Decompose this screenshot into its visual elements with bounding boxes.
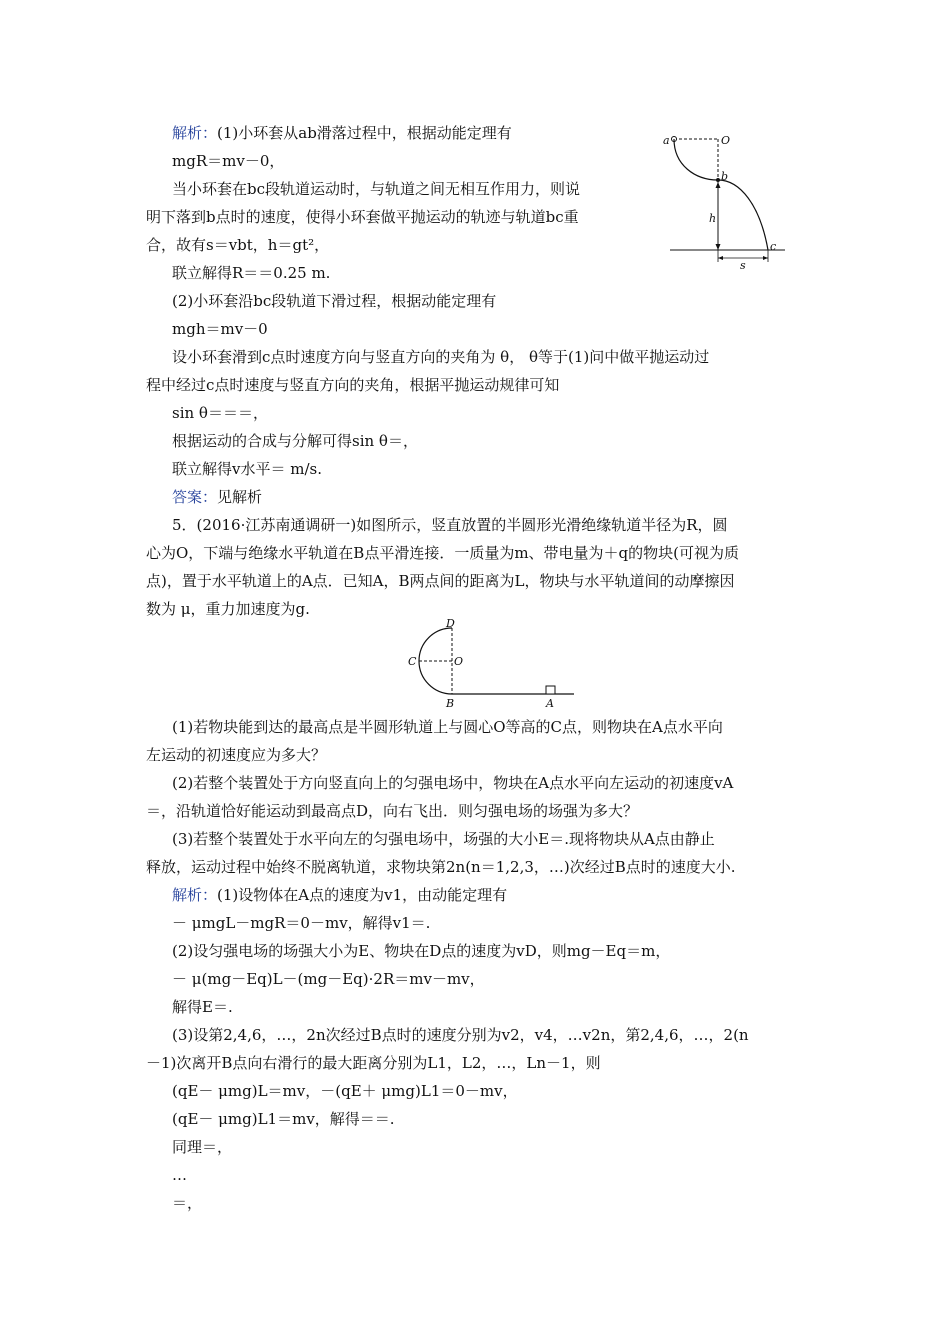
solution5-line-8: (qE－ μmg)L＝mv，－(qE＋ μmg)L1＝0－mv， — [172, 1082, 518, 1100]
solution-line-2: mgR＝mv－0， — [172, 152, 285, 170]
label-o: O — [454, 655, 464, 668]
solution-line-1: 解析：(1)小环套从ab滑落过程中，根据动能定理有 — [172, 124, 512, 142]
solution5-line-12: ＝， — [172, 1194, 203, 1212]
solution-line-11: sin θ＝＝＝， — [172, 404, 268, 422]
solution5-line-4: － μ(mg－Eq)L－(mg－Eq)·2R＝mv－mv， — [172, 970, 485, 988]
solution-line-7: (2)小环套沿bc段轨道下滑过程，根据动能定理有 — [172, 292, 497, 310]
label-a: a — [663, 134, 670, 147]
label-b: b — [721, 170, 729, 183]
track-diagram-1 — [660, 130, 790, 270]
label-d: D — [446, 618, 455, 630]
question-line-5: (3)若整个装置处于水平向左的匀强电场中，场强的大小E＝.现将物块从A点由静止 — [172, 830, 715, 848]
answer-label: 答案： — [172, 488, 218, 506]
solution5-line-1: 解析：(1)设物体在A点的速度为v1，由动能定理有 — [172, 886, 508, 904]
solution5-line-7: －1)次离开B点向右滑行的最大距离分别为L1，L2，…，Ln－1，则 — [146, 1054, 601, 1072]
solution-line-13: 联立解得v水平＝ m/s. — [172, 460, 322, 478]
solution5-line-2: － μmgL－mgR＝0－mv，解得v1＝. — [172, 914, 431, 932]
problem-5-line-2: 心为O，下端与绝缘水平轨道在B点平滑连接．一质量为m、带电量为＋q的物块(可视为质 — [146, 544, 740, 562]
solution5-line-5: 解得E＝. — [172, 998, 233, 1016]
solution-line-8: mgh＝mv－0 — [172, 320, 268, 338]
solution-line-6: 联立解得R＝＝0.25 m. — [172, 264, 331, 282]
solution-line-12: 根据运动的合成与分解可得sin θ＝， — [172, 432, 418, 450]
solution-line-9: 设小环套滑到c点时速度方向与竖直方向的夹角为 θ， θ等于(1)问中做平抛运动过 — [172, 348, 710, 366]
solution-line-5: 合，故有s＝vbt，h＝gt²， — [146, 236, 330, 254]
solution5-line-6: (3)设第2,4,6，…，2n次经过B点时的速度分别为v2，v4，…v2n，第2,4,6，…，2(n — [172, 1026, 749, 1044]
label-h: h — [709, 212, 717, 225]
solution-line-10: 程中经过c点时速度与竖直方向的夹角，根据平抛运动规律可知 — [146, 376, 560, 394]
solution-line-4: 明下落到b点时的速度，使得小环套做平抛运动的轨迹与轨道bc重 — [146, 208, 579, 226]
solution5-line-11: … — [172, 1166, 187, 1184]
label-o: O — [721, 134, 731, 147]
problem-5-line-1: 5．(2016·江苏南通调研一)如图所示，竖直放置的半圆形光滑绝缘轨道半径为R，圆 — [172, 516, 728, 534]
solution5-label: 解析： — [172, 886, 218, 904]
problem-5-line-3: 点)，置于水平轨道上的A点．已知A，B两点间的距离为L，物块与水平轨道间的动摩擦因 — [146, 572, 735, 590]
label-c: C — [408, 655, 417, 668]
solution-label: 解析： — [172, 124, 218, 142]
solution5-line-10: 同理＝， — [172, 1138, 233, 1156]
question-line-6: 释放，运动过程中始终不脱离轨道，求物块第2n(n＝1,2,3，…)次经过B点时的速度大小. — [146, 858, 736, 876]
problem-5-line-4: 数为 μ，重力加速度为g. — [146, 600, 310, 618]
solution5-line-9: (qE－ μmg)L1＝mv，解得＝＝. — [172, 1110, 395, 1128]
solution-line-3: 当小环套在bc段轨道运动时，与轨道之间无相互作用力，则说 — [172, 180, 581, 198]
label-c: c — [770, 240, 777, 253]
solution5-line-3: (2)设匀强电场的场强大小为E、物块在D点的速度为vD，则mg－Eq＝m， — [172, 942, 671, 960]
question-line-3: (2)若整个装置处于方向竖直向上的匀强电场中，物块在A点水平向左运动的初速度vA — [172, 774, 734, 792]
track-diagram-2 — [400, 618, 590, 710]
answer-text: 见解析 — [217, 488, 263, 506]
answer-line — [172, 487, 262, 507]
question-line-2: 左运动的初速度应为多大？ — [146, 746, 327, 764]
question-line-1: (1)若物块能到达的最高点是半圆形轨道上与圆心O等高的C点，则物块在A点水平向 — [172, 718, 723, 736]
question-line-4: ＝，沿轨道恰好能运动到最高点D，向右飞出．则匀强电场的场强为多大？ — [146, 802, 639, 820]
label-a: A — [546, 697, 554, 710]
label-b: B — [446, 697, 455, 710]
label-s: s — [740, 259, 746, 270]
